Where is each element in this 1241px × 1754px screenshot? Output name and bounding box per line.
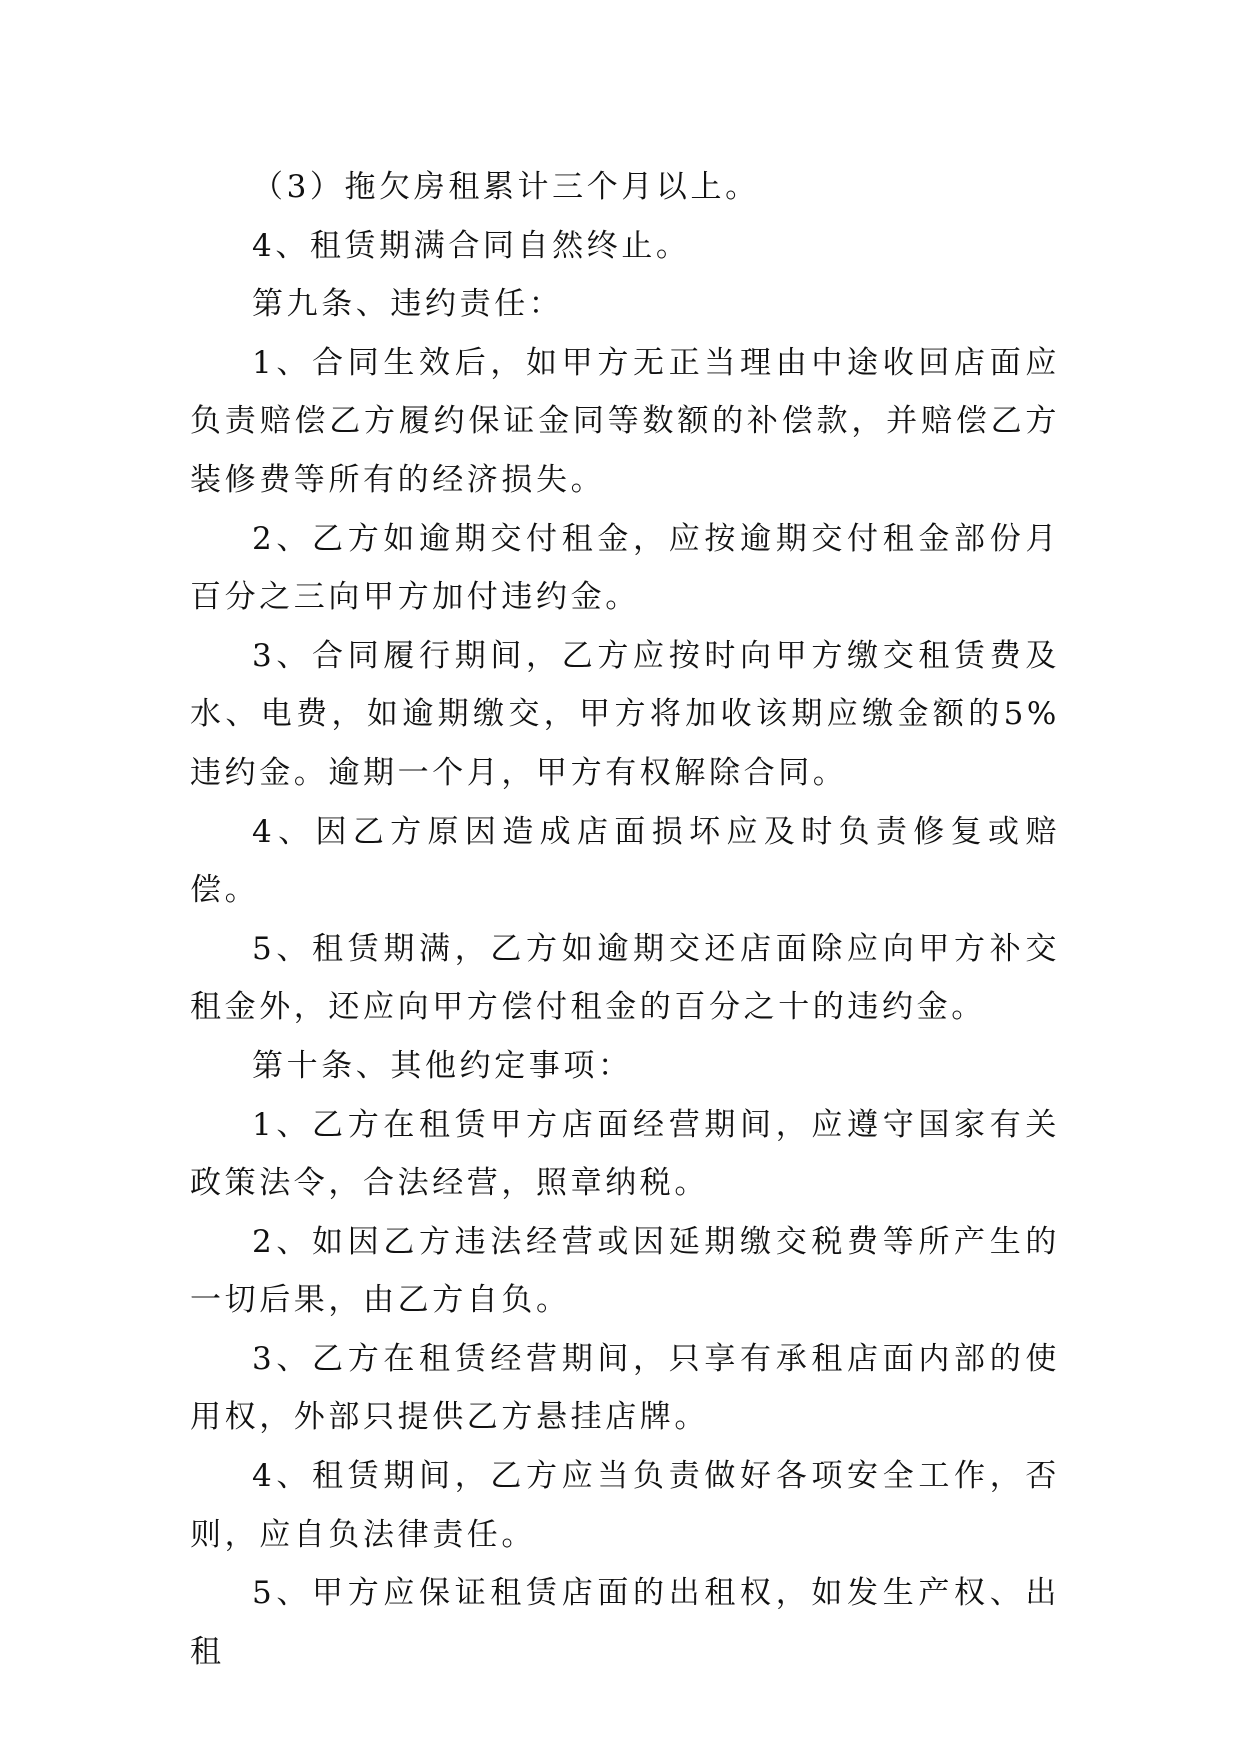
paragraph-article-10-item-3: 3、乙方在租赁经营期间，只享有承租店面内部的使用权，外部只提供乙方悬挂店牌。: [190, 1340, 1060, 1436]
paragraph-article-9-item-5: 5、租赁期满，乙方如逾期交还店面除应向甲方补交租金外，还应向甲方偿付租金的百分之十的违约金。: [190, 930, 1060, 1026]
paragraph-article-9-item-4: 4、因乙方原因造成店面损坏应及时负责修复或赔偿。: [190, 813, 1060, 909]
paragraph-article-9-item-3: 3、合同履行期间，乙方应按时向甲方缴交租赁费及水、电费，如逾期缴交，甲方将加收该期应缴金额的5%违约金。逾期一个月，甲方有权解除合同。: [190, 637, 1060, 791]
paragraph-article-10-item-4: 4、租赁期间，乙方应当负责做好各项安全工作，否则，应自负法律责任。: [190, 1458, 1060, 1553]
paragraph-arrears-three-months: （3）拖欠房租累计三个月以上。: [252, 169, 760, 205]
heading-article-10-other: 第十条、其他约定事项：: [252, 1047, 633, 1084]
heading-article-9-liability: 第九条、违约责任：: [252, 286, 564, 323]
paragraph-article-10-item-2: 2、如因乙方违法经营或因延期缴交税费等所产生的一切后果，由乙方自负。: [190, 1223, 1060, 1319]
paragraph-lease-expiry-termination: 4、租赁期满合同自然终止。: [252, 227, 691, 264]
paragraph-article-9-item-1: 1、合同生效后，如甲方无正当理由中途收回店面应负责赔偿乙方履约保证金同等数额的补偿款，并赔偿乙方装修费等所有的经济损失。: [190, 344, 1060, 498]
paragraph-article-9-item-2: 2、乙方如逾期交付租金，应按逾期交付租金部份月百分之三向甲方加付违约金。: [190, 520, 1060, 616]
paragraph-article-10-item-1: 1、乙方在租赁甲方店面经营期间，应遵守国家有关政策法令，合法经营，照章纳税。: [190, 1106, 1060, 1202]
paragraph-article-10-item-5: 5、甲方应保证租赁店面的出租权，如发生产权、出租: [190, 1575, 1060, 1670]
document-body: [190, 158, 1060, 1681]
